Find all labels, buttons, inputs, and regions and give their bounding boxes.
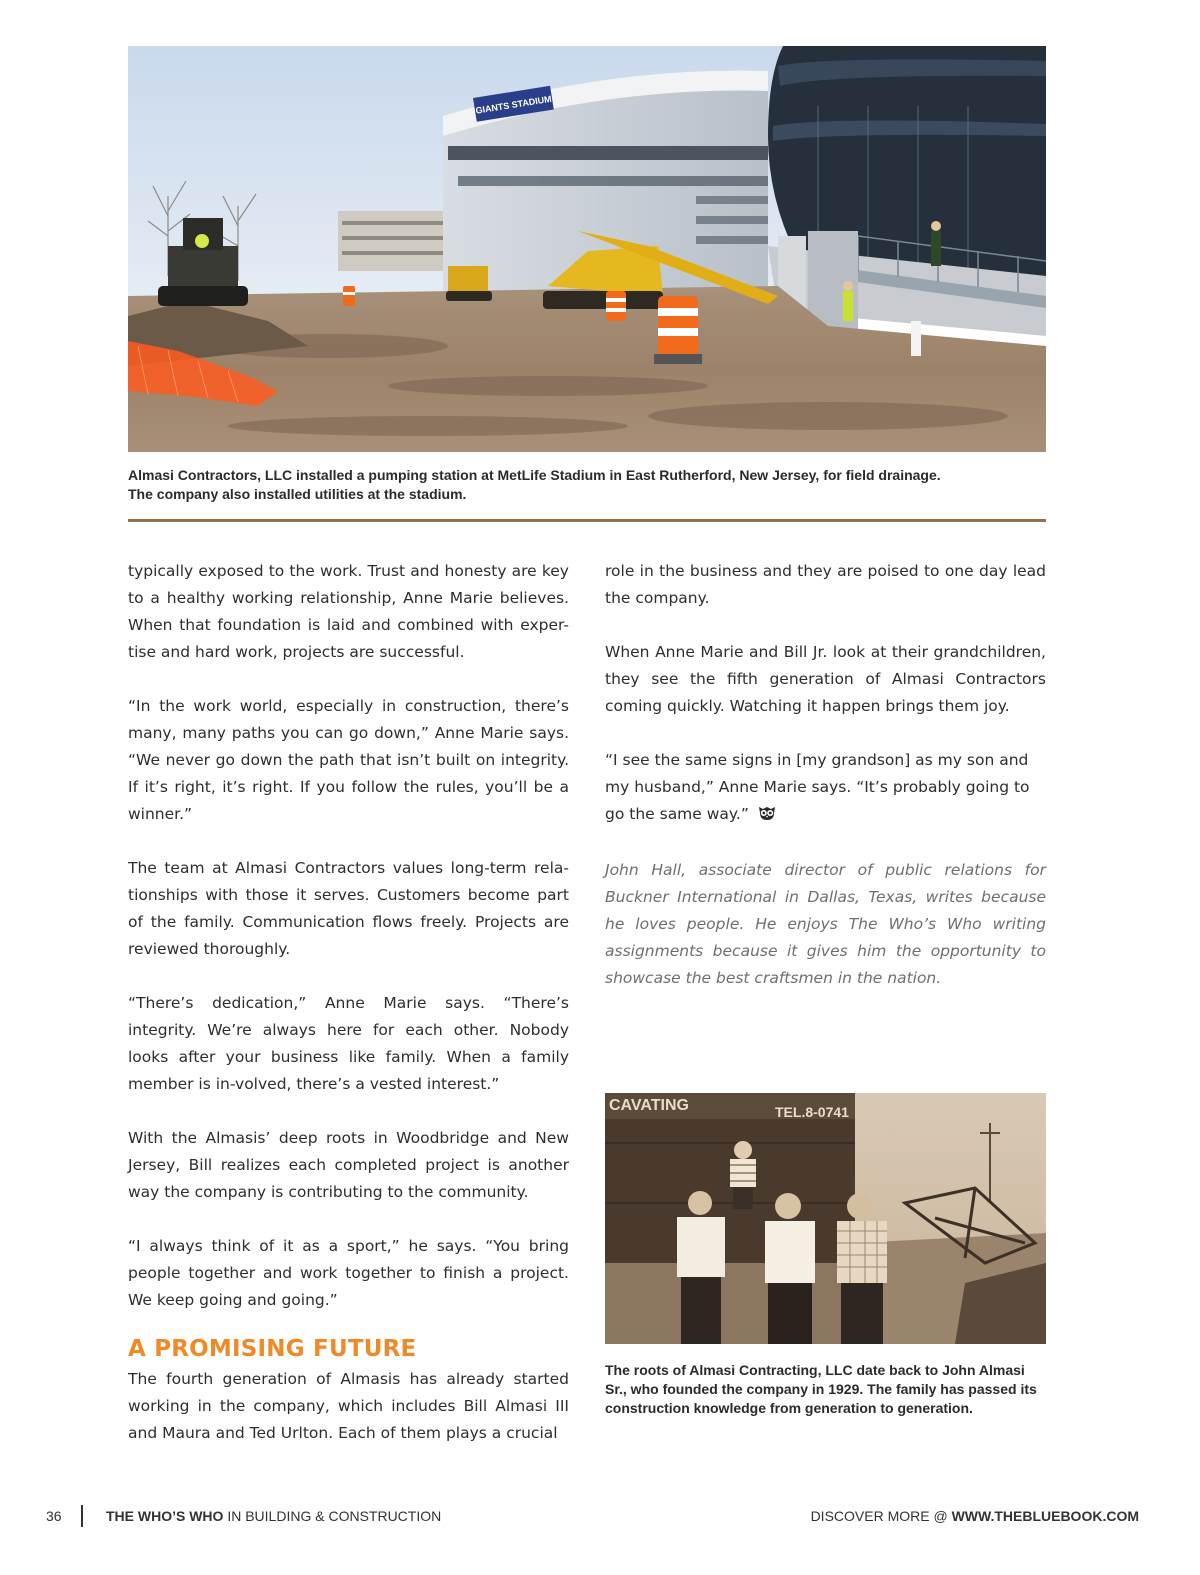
- discover-more: [811, 1508, 1139, 1524]
- paragraph: When Anne Marie and Bill Jr. look at their grandchildren, they see the fifth generation of Almasi Contractors coming quickly. Watching it happen brings them joy.: [605, 643, 1046, 715]
- page-number: 36: [46, 1508, 62, 1524]
- paragraph: With the Almasis’ deep roots in Woodbridge and New Jersey, Bill realizes each completed project is another way the company is contributing to the community.: [128, 1129, 569, 1201]
- truck-lettering-right: TEL.8-0741: [775, 1104, 849, 1120]
- paragraph: “I always think of it as a sport,” he says. “You bring people together and work together to finish a project. We keep going and going.”: [128, 1237, 569, 1309]
- top-caption-line2: The company also installed utilities at the stadium.: [128, 486, 467, 502]
- paragraph: “In the work world, especially in construction, there’s many, many paths you can go down,” Anne Marie says. “We never go down the path that isn’t built on integrity. If it’s right, it’s right. If you follow the rules, you’ll be a winner.”: [128, 697, 569, 823]
- bottom-caption-line2: Sr., who founded the company in 1929. The family has passed its: [605, 1381, 1037, 1397]
- bottom-caption-line1: The roots of Almasi Contracting, LLC date back to John Almasi: [605, 1362, 1025, 1378]
- paragraph: typically exposed to the work. Trust and honesty are key to a healthy working relationship, Anne Marie believes. When that foundation is laid and combined with exper-tise and hard work, projects are successful.: [128, 562, 569, 661]
- paragraph: The team at Almasi Contractors values long-term rela-tionships with those it serves. Customers become part of the family. Communication flows freely. Projects are reviewed thoroughly.: [128, 859, 569, 958]
- top-caption-line1: Almasi Contractors, LLC installed a pumping station at MetLife Stadium in East Rutherford, New Jersey, for field drainage.: [128, 467, 941, 483]
- historic-family-photo: [605, 1093, 1046, 1344]
- author-byline: John Hall, associate director of public relations for Buckner International in Dallas, Texas, writes because he loves people. He enjoys The Who’s Who writing assignments because it gives him the opportunity to showcase the best craftsmen in the nation.: [605, 861, 1046, 987]
- truck-lettering-left: CAVATING: [609, 1097, 689, 1114]
- publication-title-rest: IN BUILDING & CONSTRUCTION: [223, 1508, 442, 1524]
- right-column: [605, 558, 1046, 992]
- paragraph-with-end-mark: [605, 747, 1046, 830]
- paragraph: role in the business and they are poised to one day lead the company.: [605, 562, 1046, 607]
- stadium-sign-text: GIANTS STADIUM: [474, 93, 553, 116]
- publication-title-bold: THE WHO’S WHO: [106, 1508, 224, 1524]
- bottom-caption-line3: construction knowledge from generation to generation.: [605, 1400, 973, 1416]
- paragraph: “There’s dedication,” Anne Marie says. “There’s integrity. We’re always here for each other. Nobody looks after your business like family. When a family member is in-volved, there’s a vested interest.”: [128, 994, 569, 1093]
- stadium-construction-photo: [128, 46, 1046, 452]
- section-heading: A PROMISING FUTURE: [128, 1336, 417, 1362]
- top-photo-caption: [128, 466, 1046, 504]
- page-footer: [0, 1500, 1200, 1532]
- section-divider: [128, 519, 1046, 522]
- discover-prefix: DISCOVER MORE @: [810, 1508, 952, 1524]
- owl-icon: [758, 803, 776, 830]
- publication-title: [106, 1508, 441, 1524]
- website-link[interactable]: WWW.THEBLUEBOOK.COM: [951, 1508, 1139, 1524]
- paragraph: The fourth generation of Almasis has already started working in the company, which includes Bill Almasi III and Maura and Ted Urlton. Each of them plays a crucial: [128, 1370, 569, 1442]
- paragraph-text: “I see the same signs in [my grandson] as my son and my husband,” Anne Marie says. “It’s probably going to go the same way.”: [605, 751, 1030, 823]
- footer-divider: [81, 1505, 83, 1527]
- left-column: [128, 558, 569, 1447]
- bottom-photo-caption: [605, 1361, 1046, 1418]
